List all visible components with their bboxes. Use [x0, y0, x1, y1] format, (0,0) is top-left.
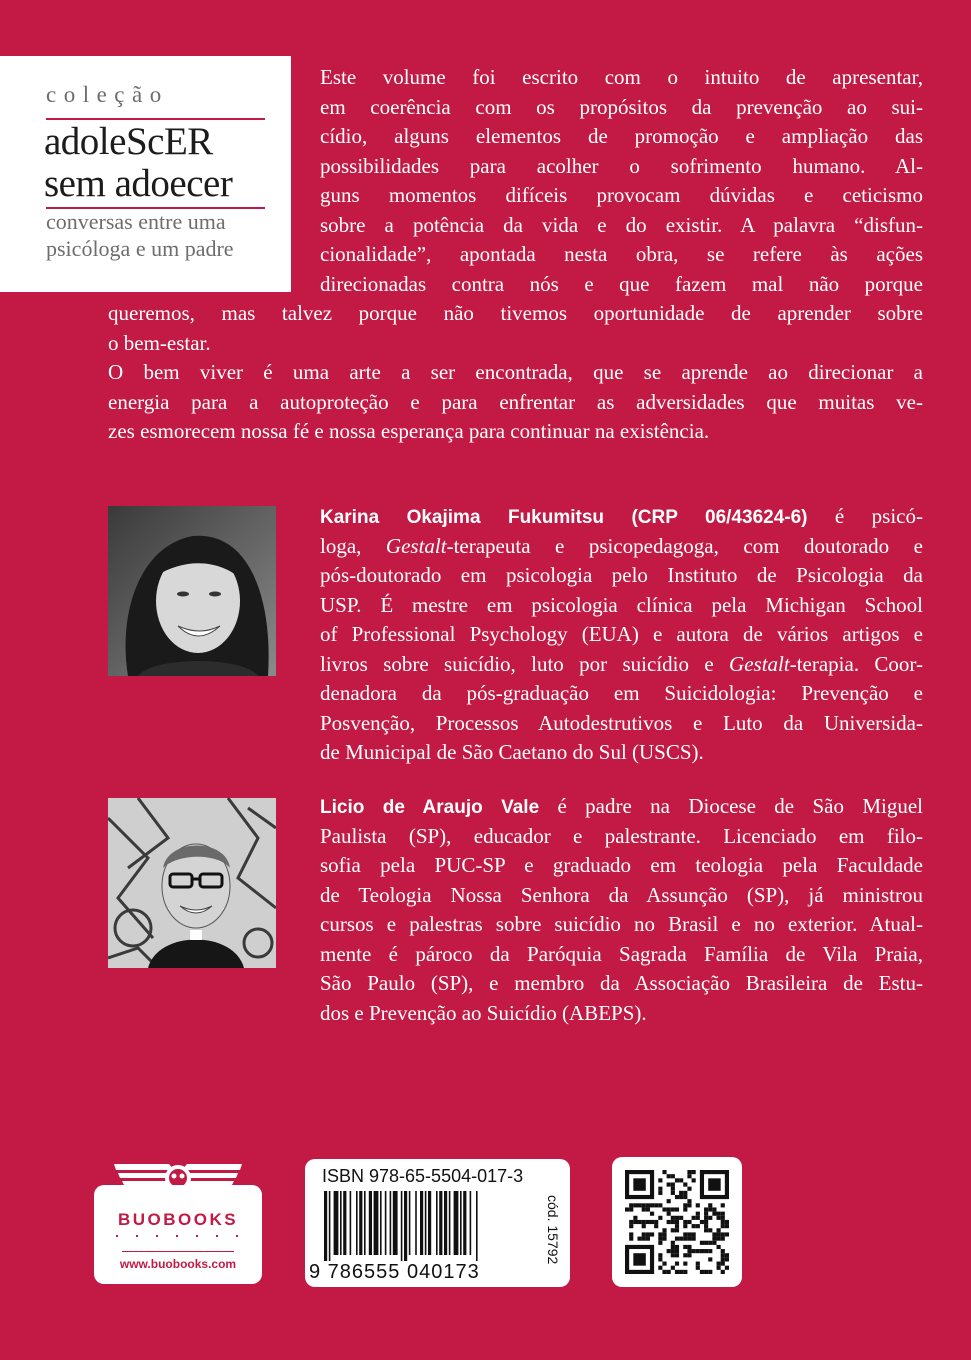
publisher-dots: [116, 1235, 240, 1237]
author1-bio-line: of Professional Psychology (EUA) e autora de vários artigos e: [320, 622, 923, 646]
publisher-url: www.buobooks.com: [119, 1257, 237, 1271]
barcode-box: [305, 1159, 570, 1287]
synopsis-line: em coerência com os propósitos da prevenção ao sui-: [320, 94, 923, 119]
author1-bio-line: pós-doutorado em psicologia pelo Instituto de Psicologia da: [320, 563, 923, 587]
author1-bio-line: [320, 532, 923, 562]
author1-bio-line: [320, 502, 923, 533]
author1-name: Karina Okajima Fukumitsu (CRP 06/43624-6): [320, 507, 808, 528]
author2-bio-line: mente é pároco da Paróquia Sagrada Família de Vila Praia,: [320, 941, 923, 966]
series-subtitle-line1: conversas entre uma: [46, 209, 226, 234]
author2-bio-text: é padre na Diocese de São Miguel: [539, 794, 923, 818]
series-title-line2: sem adoecer: [44, 162, 233, 205]
synopsis-line: possibilidades para acolher o sofrimento humano. Al-: [320, 153, 923, 178]
author2-bio-line: cursos e palestras sobre suicídio no Brasil e no exterior. Atual-: [320, 912, 923, 936]
author1-bio-emphasis: Gestalt: [729, 651, 790, 676]
qr-code-icon[interactable]: [625, 1170, 729, 1274]
synopsis-line: cionalidade”, apontada nesta obra, se refere às ações: [320, 242, 923, 266]
author1-bio-emphasis: Gestalt: [385, 533, 447, 558]
author2-bio-line: São Paulo (SP), e membro da Associação Brasileira de Estu-: [320, 971, 923, 995]
author-photo-karina: [108, 506, 276, 676]
product-code: cód. 15792: [545, 1195, 561, 1265]
author1-bio-text: -terapeuta e psicopedagoga, com doutorado e: [446, 533, 923, 558]
synopsis-line: queremos, mas talvez porque não tivemos oportunidade de aprender sobre: [108, 301, 923, 325]
author2-name: Licio de Araujo Vale: [320, 797, 540, 818]
author2-bio-line: sofia pela PUC-SP e graduado em teologia pela Faculdade: [320, 853, 923, 877]
author2-bio-line: dos e Prevenção ao Suicídio (ABEPS).: [320, 1000, 647, 1025]
author1-bio-text: loga,: [320, 533, 386, 558]
series-box: [0, 56, 291, 292]
barcode-number: 9 786555 040173: [309, 1261, 480, 1283]
author1-bio-line: USP. É mestre em psicologia clínica pela Michigan School: [320, 592, 923, 617]
synopsis-line: cídio, alguns elementos de promoção e ampliação das: [320, 124, 923, 148]
author1-bio-text: -terapia. Coor-: [789, 651, 923, 676]
synopsis-line: O bem viver é uma arte a ser encontrada, que se aprende ao direcionar a: [108, 360, 923, 384]
synopsis-line: direcionadas contra nós e que fazem mal não porque: [320, 271, 923, 296]
synopsis-line: sobre a potência da vida e do existir. A palavra “disfun-: [320, 212, 923, 237]
barcode-bars-icon: [322, 1191, 532, 1261]
author2-bio-line: [320, 792, 923, 823]
synopsis-line: guns momentos difíceis provocam dúvidas e ceticismo: [320, 183, 923, 207]
publisher-name: BUOBOOKS: [117, 1210, 239, 1229]
author2-bio-line: de Teologia Nossa Senhora da Assunção (SP), já ministrou: [320, 882, 923, 907]
author1-bio-line: [320, 650, 923, 680]
author2-bio-line: Paulista (SP), educador e palestrante. Licenciado em filo-: [320, 823, 923, 848]
author-photo-licio: [108, 798, 276, 968]
author1-bio-text: livros sobre suicídio, luto por suicídio e: [320, 651, 730, 676]
author1-bio-line: denadora da pós-graduação em Suicidologia: Prevenção e: [320, 681, 923, 705]
synopsis-line: Este volume foi escrito com o intuito de apresentar,: [320, 65, 923, 89]
synopsis-line: o bem-estar.: [108, 330, 211, 355]
series-kicker: coleção: [46, 82, 169, 107]
isbn-label: ISBN 978-65-5504-017-3: [322, 1166, 524, 1186]
series-subtitle-line2: psicóloga e um padre: [46, 236, 234, 261]
author1-bio-line: de Municipal de São Caetano do Sul (USCS).: [320, 740, 704, 764]
synopsis-line: energia para a autoproteção e para enfrentar as adversidades que muitas ve-: [108, 389, 923, 414]
publisher-logo: [94, 1185, 262, 1284]
publisher-rule: [122, 1251, 234, 1252]
series-title-line1: adoleScER: [44, 120, 213, 163]
author1-bio-text: é psicó-: [807, 504, 923, 528]
synopsis-line: zes esmorecem nossa fé e nossa esperança para continuar na existência.: [108, 419, 710, 443]
author1-bio-line: Posvenção, Processos Autodestrutivos e Luto da Universida-: [320, 710, 923, 735]
qr-code-box[interactable]: [612, 1157, 742, 1287]
